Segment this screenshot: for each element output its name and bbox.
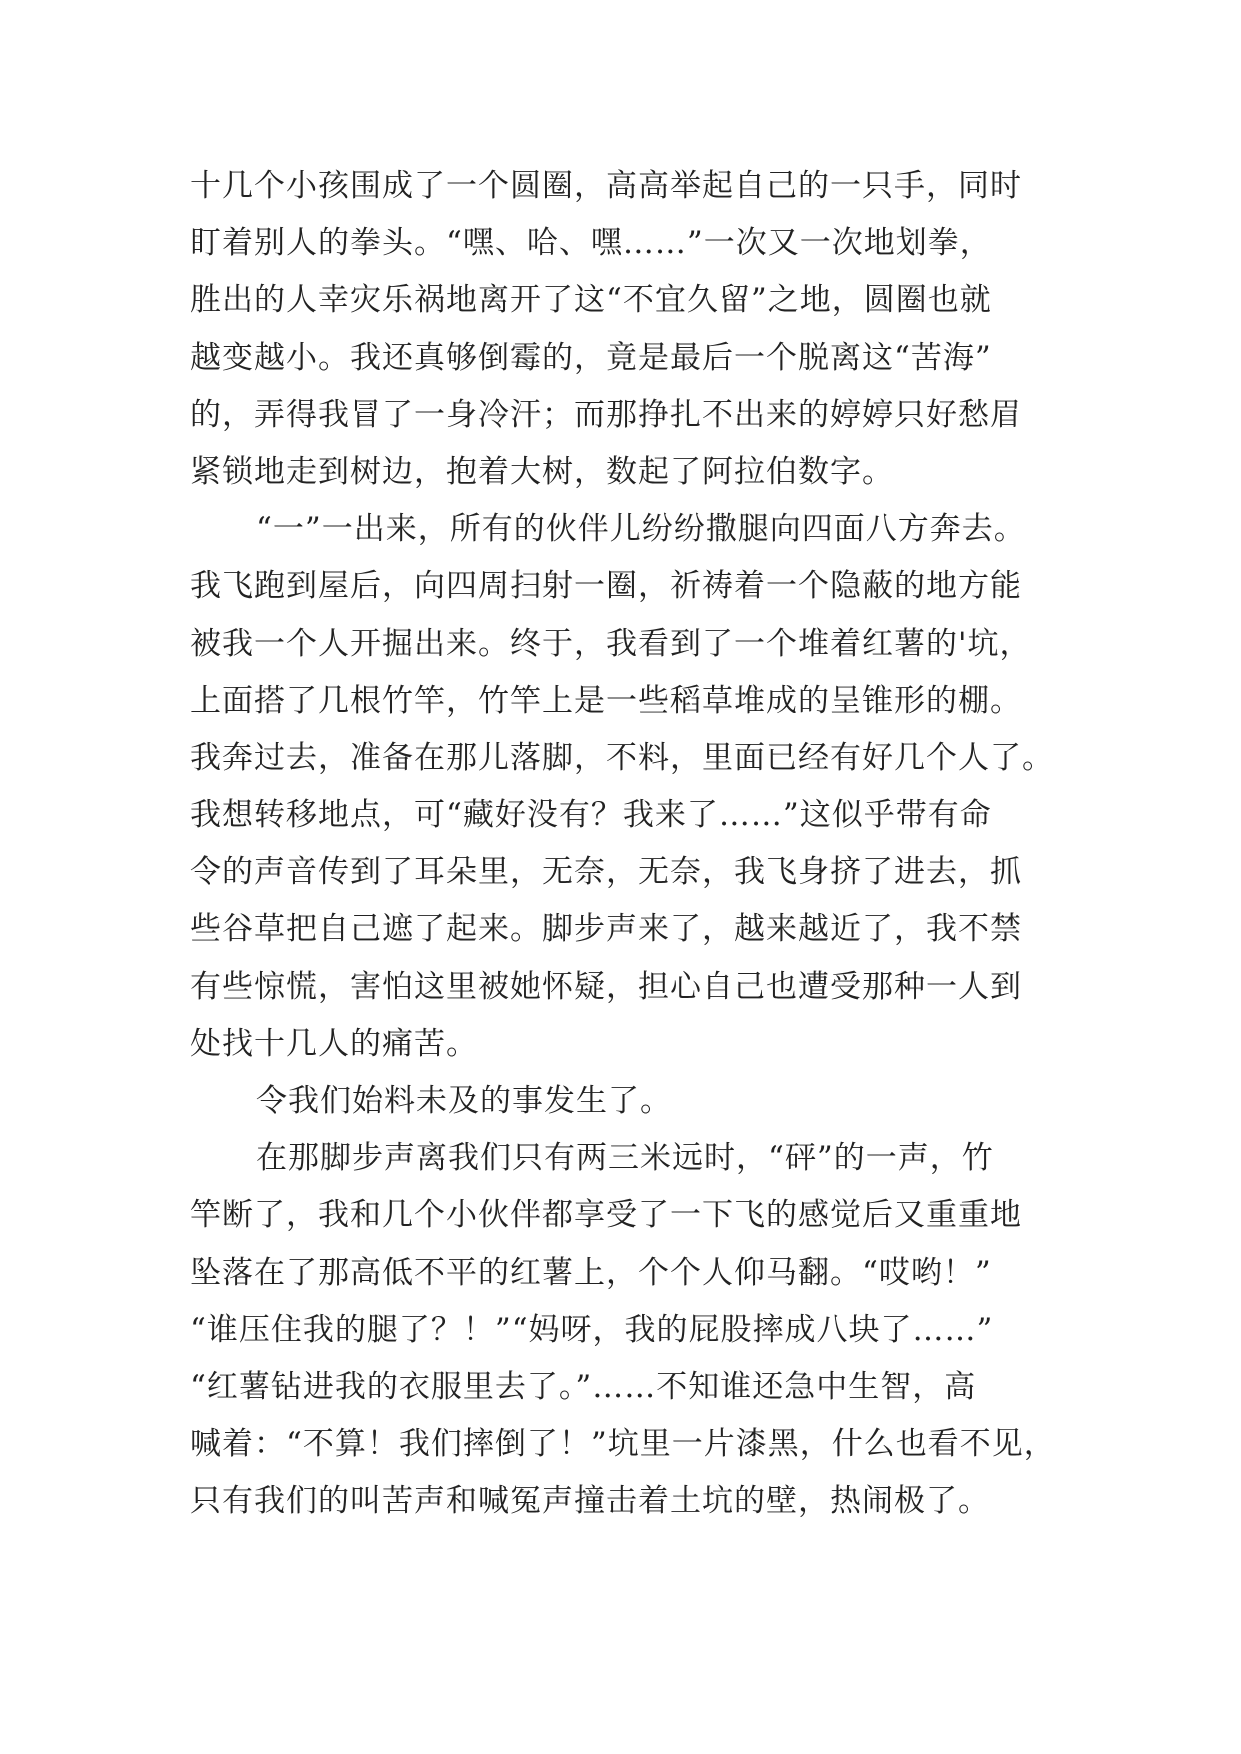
text-line: 十几个小孩围成了一个圆圈，高高举起自己的一只手，同时 [190, 168, 1022, 204]
text-line: 盯着别人的拳头。“嘿、哈、嘿……”一次又一次地划拳， [190, 225, 992, 262]
text-line: 令我们始料未及的事发生了。 [256, 1083, 672, 1119]
text-line: 胜出的人幸灾乐祸地离开了这“不宜久留”之地，圆圈也就 [190, 282, 992, 319]
text-line: 越变越小。我还真够倒霉的，竟是最后一个脱离这“苦海” [190, 339, 992, 376]
text-line: “红薯钻进我的衣服里去了。”……不知谁还急中生智，高 [190, 1368, 977, 1405]
text-line: 坠落在了那高低不平的红薯上，个个人仰马翻。“哎哟！” [190, 1254, 992, 1291]
text-line: 些谷草把自己遮了起来。脚步声来了，越来越近了，我不禁 [190, 911, 1022, 948]
text-line: 我奔过去，准备在那儿落脚，不料，里面已经有好几个人了。 [190, 739, 1054, 776]
paragraph-4 [190, 1130, 1070, 1530]
text-line: 我飞跑到屋后，向四周扫射一圈，祈祷着一个隐蔽的地方能 [190, 568, 1022, 605]
text-line: 处找十几人的痛苦。 [190, 1025, 478, 1062]
text-line: 有些惊慌，害怕这里被她怀疑，担心自己也遭受那种一人到 [190, 968, 1022, 1005]
text-line: 被我一个人开掘出来。终于，我看到了一个堆着红薯的'坑， [190, 625, 1032, 662]
text-line: 只有我们的叫苦声和喊冤声撞击着土坑的壁，热闹极了。 [190, 1483, 990, 1520]
paragraph-2 [190, 501, 1070, 1073]
text-line: 在那脚步声离我们只有两三米远时，“砰”的一声，竹 [256, 1140, 994, 1177]
paragraph-1 [190, 158, 1070, 501]
text-line: 紧锁地走到树边，抱着大树，数起了阿拉伯数字。 [190, 453, 894, 490]
text-line: “一”一出来，所有的伙伴儿纷纷撒腿向四面八方奔去。 [256, 511, 1026, 548]
text-line: 竿断了，我和几个小伙伴都享受了一下飞的感觉后又重重地 [190, 1197, 1022, 1234]
text-line: 令的声音传到了耳朵里，无奈，无奈，我飞身挤了进去，抓 [190, 854, 1022, 891]
text-line: 喊着：“不算！我们摔倒了！”坑里一片漆黑，什么也看不见， [190, 1426, 1056, 1463]
text-line: “谁压住我的腿了？！”“妈呀，我的屁股摔成八块了……” [190, 1311, 994, 1348]
text-line: 的，弄得我冒了一身冷汗；而那挣扎不出来的婷婷只好愁眉 [190, 396, 1022, 433]
document-body [190, 158, 1070, 1531]
text-line: 我想转移地点，可“藏好没有？我来了……”这似乎带有命 [190, 797, 992, 834]
text-line: 上面搭了几根竹竿，竹竿上是一些稻草堆成的呈锥形的棚。 [190, 682, 1022, 719]
paragraph-3 [190, 1073, 1070, 1130]
